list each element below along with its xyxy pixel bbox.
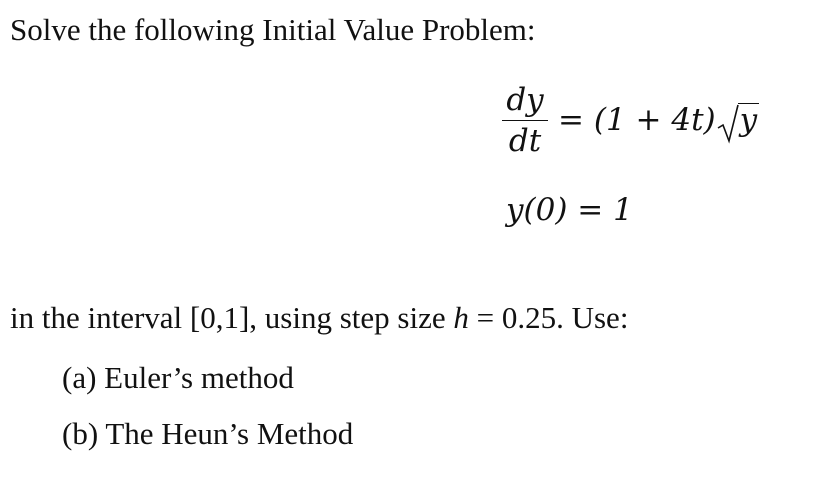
fraction-bar bbox=[502, 120, 548, 121]
intro-text: Solve the following Initial Value Problem: bbox=[10, 12, 536, 47]
step-symbol: h bbox=[453, 300, 469, 335]
rhs-prefix: (1 + 4t) bbox=[593, 102, 716, 138]
equals-sign: = bbox=[558, 102, 584, 138]
radical-sign-icon bbox=[716, 104, 740, 144]
equation-right-side bbox=[558, 102, 759, 138]
fraction-denominator: dt bbox=[508, 123, 542, 159]
interval-line bbox=[10, 300, 628, 336]
derivative-fraction bbox=[500, 82, 550, 159]
interval-prefix: in the interval [0,1], using step size bbox=[10, 300, 454, 335]
radicand: y bbox=[739, 102, 758, 138]
square-root bbox=[716, 102, 760, 138]
method-item-heun: (b) The Heun’s Method bbox=[62, 416, 354, 451]
interval-suffix: = 0.25. Use: bbox=[468, 300, 629, 335]
method-item-euler: (a) Euler’s method bbox=[62, 360, 294, 395]
fraction-numerator: dy bbox=[506, 82, 544, 118]
initial-condition: y(0) = 1 bbox=[506, 192, 633, 228]
